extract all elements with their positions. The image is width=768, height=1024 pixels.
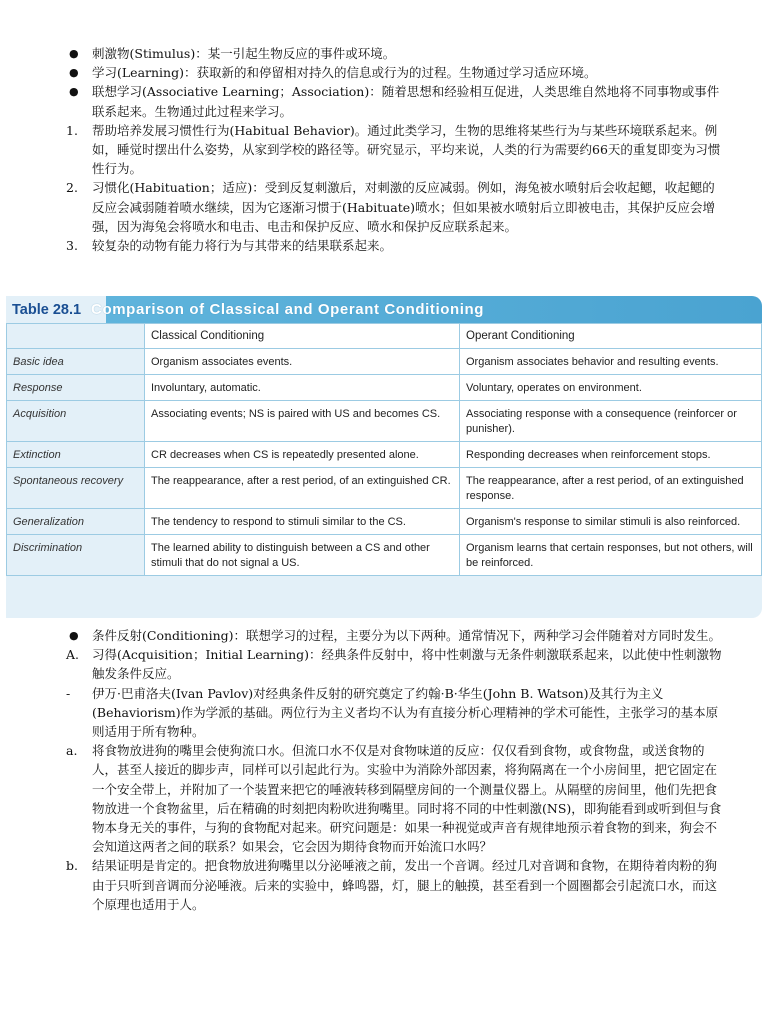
table-row [7,509,762,535]
list-item-text: 结果证明是肯定的。把食物放进狗嘴里以分泌唾液之前，发出一个音调。经过几对音调和食物，在期待着肉粉的狗由于只听到音调而分泌唾液。后来的实验中，蜂鸣器，灯，腿上的触摸，甚至看到一个圆圈都会引起流口水，而这个原理也适用于人。 [92,858,718,912]
operant-cell: Associating response with a consequence (reinforcer or punisher). [460,401,762,442]
classical-cell: Involuntary, automatic. [145,375,460,401]
bottom-notes-list [0,626,768,914]
list-item-text: 伊万·巴甫洛夫(Ivan Pavlov)对经典条件反射的研究奠定了约翰·B·华生(John B. Watson)及其行为主义(Behaviorism)作为学派的基础。两位行为主义者均不认为有直接分析心理精神的学术可能性，主张学习的基本原则适用于所有物种。 [92,685,719,740]
operant-cell: Organism associates behavior and resulting events. [460,349,762,375]
classical-cell: Associating events; NS is paired with US and becomes CS. [145,401,460,442]
letter-marker: a. [66,743,78,759]
list-item-text: 刺激物(Stimulus)：某一引起生物反应的事件或环境。 [92,46,396,61]
list-item [0,645,768,683]
bullet-marker: ● [69,66,79,80]
number-marker: 2. [66,180,78,196]
column-header-operant: Operant Conditioning [460,324,762,349]
row-label: Generalization [7,509,145,535]
list-item [0,121,768,179]
letter-marker: b. [66,858,78,874]
column-header-classical: Classical Conditioning [145,324,460,349]
list-item-text: 学习(Learning)：获取新的和停留相对持久的信息或行为的过程。生物通过学习适应环境。 [92,65,597,81]
list-item [0,684,768,742]
classical-cell: The tendency to respond to stimuli similar to the CS. [145,509,460,535]
list-item-text: 条件反射(Conditioning)：联想学习的过程，主要分为以下两种。通常情况下，两种学习会伴随着对方同时发生。 [92,628,722,643]
row-label: Acquisition [7,401,145,442]
classical-cell: CR decreases when CS is repeatedly presented alone. [145,442,460,468]
operant-cell: Organism learns that certain responses, but not others, will be reinforced. [460,535,762,576]
bullet-marker: ● [69,47,79,60]
table-row [7,375,762,401]
row-label: Discrimination [7,535,145,576]
list-item [0,236,768,255]
row-label: Basic idea [7,349,145,375]
list-item [0,63,768,82]
bullet-marker: ● [69,629,79,642]
table-header-row [7,324,762,349]
list-item [0,178,768,236]
list-item [0,82,768,120]
classical-cell: Organism associates events. [145,349,460,375]
table-row [7,349,762,375]
comparison-table [6,323,762,576]
row-label: Extinction [7,442,145,468]
row-label: Response [7,375,145,401]
classical-cell: The learned ability to distinguish between a CS and other stimuli that do not signal a US. [145,535,460,576]
list-item [0,44,768,63]
comparison-table-panel [6,296,762,618]
list-item-text: 帮助培养发展习惯性行为(Habitual Behavior)。通过此类学习，生物的思维将某些行为与某些环境联系起来。例如，睡觉时摆出什么姿势，从家到学校的路径等。研究显示，平均来说，人类的行为需要约66天的重复即变为习惯性行为。 [92,122,721,177]
list-item-text: 习得(Acquisition；Initial Learning)：经典条件反射中，将中性刺激与无条件刺激联系起来，以此使中性刺激物触发条件反应。 [92,647,722,682]
table-row [7,442,762,468]
bullet-marker: ● [69,85,79,99]
table-corner-cell [7,324,145,349]
table-row [7,468,762,509]
row-label: Spontaneous recovery [7,468,145,509]
table-row [7,535,762,576]
list-item [0,741,768,856]
list-item-text: 较复杂的动物有能力将行为与其带来的结果联系起来。 [92,238,393,254]
table-title: Comparison of Classical and Operant Conditioning [91,301,485,318]
operant-cell: Responding decreases when reinforcement stops. [460,442,762,468]
list-item-text: 将食物放进狗的嘴里会使狗流口水。但流口水不仅是对食物味道的反应：仅仅看到食物，或食物盘，或送食物的人，甚至人接近的脚步声，同样可以引起此行为。实验中为消除外部因素，将狗隔离在一个小房间里，把它固定在一个安全带上，并附加了一个装置来把它的唾液转移到隔壁房间的一个测量仪器上。从隔壁的房间里，他们先把食物放进一个食物盆里，后在精确的时刻把肉粉吹进狗嘴里。同时将不同的中性刺激(NS)，即狗能看到或听到但与食物本身无关的事件，与狗的食物配对起来。研究问题是：如果一种视觉或声音有规律地预示着食物的到来，狗会不会知道这两者之间的联系？如果会，它会因为期待食物而开始流口水吗？ [92,743,722,855]
list-item-text: 习惯化(Habituation；适应)：受到反复刺激后，对刺激的反应减弱。例如，海兔被水喷射后会收起鳃，收起鳃的反应会减弱随着喷水继续，因为它逐渐习惯于(Habituate)喷水；但如果被水喷射后立即被电击，其保护反应会增强，因为海兔会将喷水和电击、电击和保护反应、喷水和保护反应联系起来。 [92,180,716,234]
letter-marker: A. [66,647,80,663]
list-item [0,626,768,645]
dash-marker: - [66,685,71,701]
top-notes-list [0,44,768,255]
operant-cell: The reappearance, after a rest period, of an extinguished response. [460,468,762,509]
list-item [0,856,768,914]
table-number: Table 28.1 [12,301,82,318]
classical-cell: The reappearance, after a rest period, of an extinguished CR. [145,468,460,509]
number-marker: 1. [66,122,78,138]
operant-cell: Organism's response to similar stimuli is also reinforced. [460,509,762,535]
list-item-text: 联想学习(Associative Learning；Association)：随着思想和经验相互促进，人类思维自然地将不同事物或事件联系起来。生物通过此过程来学习。 [92,84,720,119]
number-marker: 3. [66,238,78,254]
operant-cell: Voluntary, operates on environment. [460,375,762,401]
table-row [7,401,762,442]
